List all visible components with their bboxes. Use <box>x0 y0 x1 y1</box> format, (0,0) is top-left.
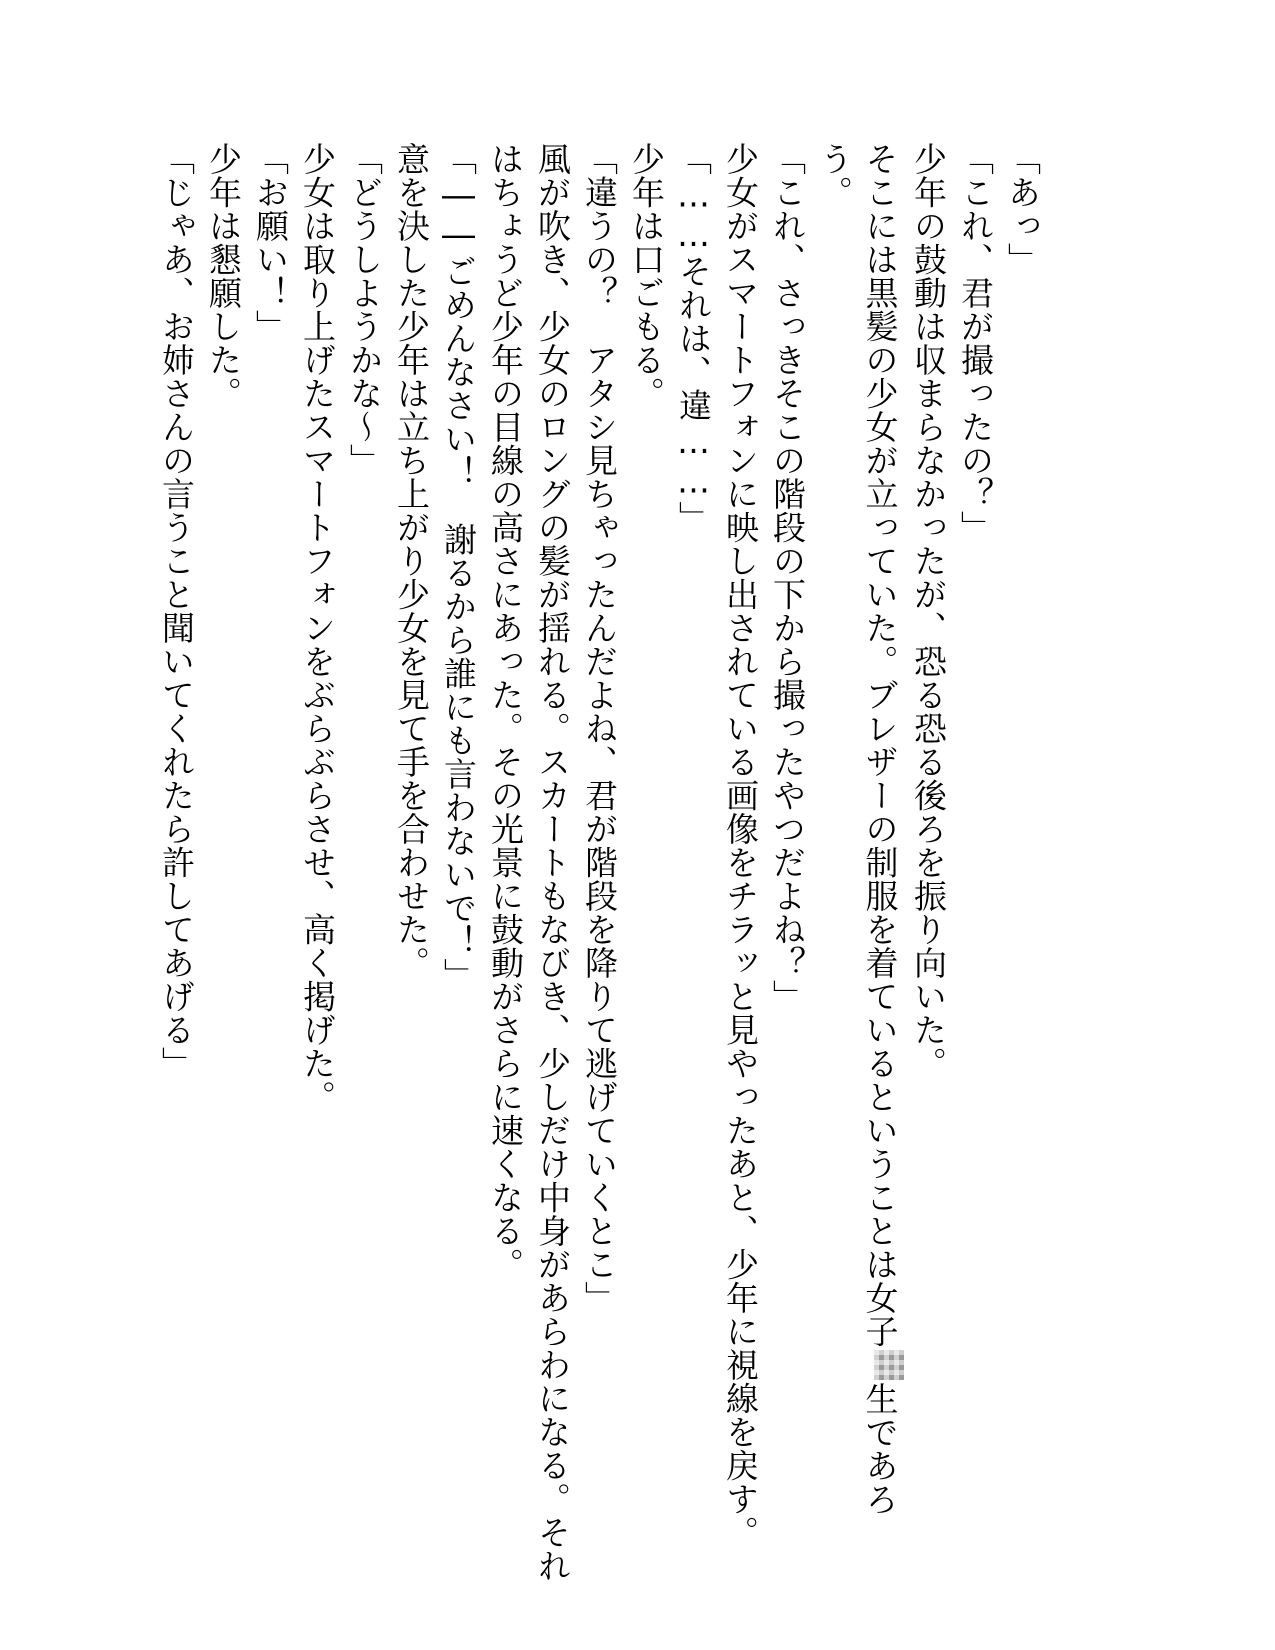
text-line: 「――ごめんなさい！ 謝るから誰にも言わないで！」 <box>439 142 478 992</box>
text-line: 「これ、さっきそこの階段の下から撮ったやつだよね？」 <box>768 142 807 1013</box>
text-line: 「お願い！」 <box>251 142 290 343</box>
text-line: 「違うの？ アタシ見ちゃったんだよね、君が階段を降りて逃げていくとこ」 <box>580 142 619 1315</box>
text-line: 少年の鼓動は収まらなかったが、恐る恐る後ろを振り向いた。 <box>909 142 948 1080</box>
text-line: 意を決した少年は立ち上がり少女を見て手を合わせた。 <box>392 142 431 980</box>
text-line: 少年は懇願した。 <box>204 142 243 410</box>
text-line: 「これ、君が撮ったの？」 <box>956 142 995 544</box>
text-line: 少女は取り上げたスマートフォンをぶらぶらさせ、高く掲げた。 <box>298 142 337 1114</box>
text-line <box>858 142 904 1516</box>
text-segment: そこには黒髪の少女が立っていた。ブレザーの制服を着ているということは女子 <box>860 142 900 1348</box>
text-line: 風が吹き、少女のロングの髪が揺れる。スカートもなびき、少しだけ中身があらわになる。それ <box>533 142 572 1583</box>
text-line: はちょうど少年の目線の高さにあった。その光景に鼓動がさらに速くなる。 <box>486 142 525 1281</box>
mosaic-censor <box>874 1350 904 1380</box>
text-line: 少女がスマートフォンに映し出されている画像をチラッと見やったあと、少年に視線を戻す。 <box>721 142 760 1549</box>
text-segment: 生であろ <box>860 1382 900 1516</box>
text-line: 「あっ」 <box>1003 142 1042 276</box>
text-line: 「どうしようかな～」 <box>345 142 384 477</box>
text-line: 少年は口ごもる。 <box>627 142 666 410</box>
text-line: 「じゃあ、お姉さんの言うこと聞いてくれたら許してあげる」 <box>157 142 196 1080</box>
text-line: 「……それは、違……」 <box>674 142 713 535</box>
text-line: う。 <box>815 142 854 209</box>
